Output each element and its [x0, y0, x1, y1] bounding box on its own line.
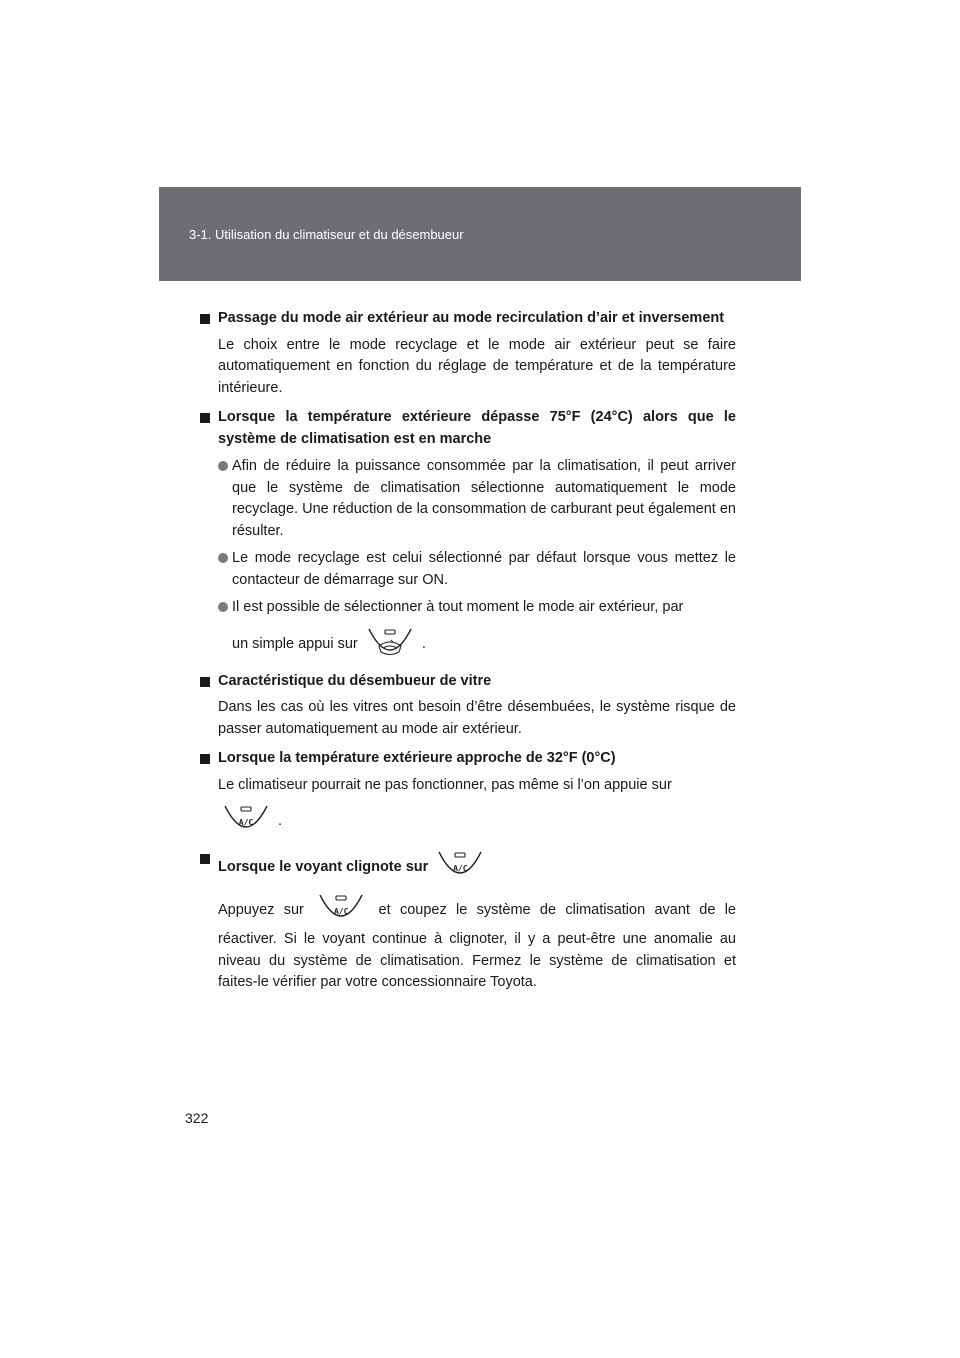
section-text: Le climatiseur pourrait ne pas fonctionner, pas même si l’on appuie sur [218, 776, 672, 793]
square-bullet-icon [200, 677, 210, 687]
circle-bullet-icon [218, 553, 228, 563]
ac-button-label: A/C [333, 906, 349, 916]
list-item-text: Afin de réduire la puissance consommée par la climatisation, il peut arriver que le système de climatisation sélectionne automatiquement le mode recyclage. Une réduction de la consommation de carburant peut également en résulter. [232, 458, 736, 539]
section-text-before: Appuyez sur [218, 901, 304, 918]
section-title-text: Lorsque le voyant clignote sur [218, 858, 429, 875]
section-title: Lorsque la température extérieure dépasse 75°F (24°C) alors que le système de climatisation est en marche [218, 409, 736, 447]
circle-bullet-icon [218, 602, 228, 612]
ac-button-icon [436, 848, 484, 886]
section-text-rest: réactiver. Si le voyant continue à clignoter, il y a peut-être une anomalie au niveau du système de climatisation. Fermez le système de climatisation et faites-le vérifier par votre concessionnaire Toyota. [218, 931, 736, 990]
square-bullet-icon [200, 754, 210, 764]
list-item [218, 597, 736, 663]
section-text: . [278, 812, 283, 829]
page-content [200, 308, 736, 1002]
circle-bullet-icon [218, 461, 228, 471]
section-text-mid: et coupez le système de climatisation avant de le [378, 901, 736, 918]
section-low-temperature [200, 748, 736, 840]
chapter-title: 3-1. Utilisation du climatiseur et du désembueur [189, 227, 464, 242]
list-item-text: . [421, 635, 426, 652]
ac-button-icon [222, 802, 270, 840]
list-item-text: Il est possible de sélectionner à tout moment le mode air extérieur, par [232, 599, 684, 615]
section-text [218, 891, 736, 994]
ac-button-icon [317, 891, 365, 929]
list-item [218, 456, 736, 542]
square-bullet-icon [200, 854, 210, 864]
section-title: Caractéristique du désembueur de vitre [218, 672, 492, 689]
section-title [218, 848, 736, 886]
section-title: Passage du mode air extérieur au mode recirculation d’air et inversement [218, 310, 725, 326]
ac-button-label: A/C [453, 863, 468, 873]
ac-button-label: A/C [238, 817, 254, 827]
section-title: Lorsque la température extérieure approche de 32°F (0°C) [218, 750, 616, 766]
icon-line [232, 625, 736, 663]
outside-air-button-icon [366, 625, 414, 663]
icon-line [218, 802, 736, 840]
section-indicator-flashing [200, 848, 736, 994]
section-air-mode-switch [200, 308, 736, 399]
list-item-text: un simple appui sur [232, 635, 358, 652]
section-text: Le choix entre le mode recyclage et le mode air extérieur peut se faire automatiquement en fonction du réglage de température et de la température intérieure. [218, 336, 736, 396]
list-item-text: Le mode recyclage est celui sélectionné par défaut lorsque vous mettez le contacteur de démarrage sur ON. [232, 550, 736, 588]
square-bullet-icon [200, 413, 210, 423]
section-defogger [200, 671, 736, 741]
chapter-header [159, 187, 801, 281]
list-item [218, 548, 736, 591]
square-bullet-icon [200, 314, 210, 324]
page-number: 322 [185, 1110, 209, 1126]
section-text: Dans les cas où les vitres ont besoin d’être désembuées, le système risque de passer automatiquement au mode air extérieur. [218, 699, 736, 737]
section-high-temperature [200, 407, 736, 663]
